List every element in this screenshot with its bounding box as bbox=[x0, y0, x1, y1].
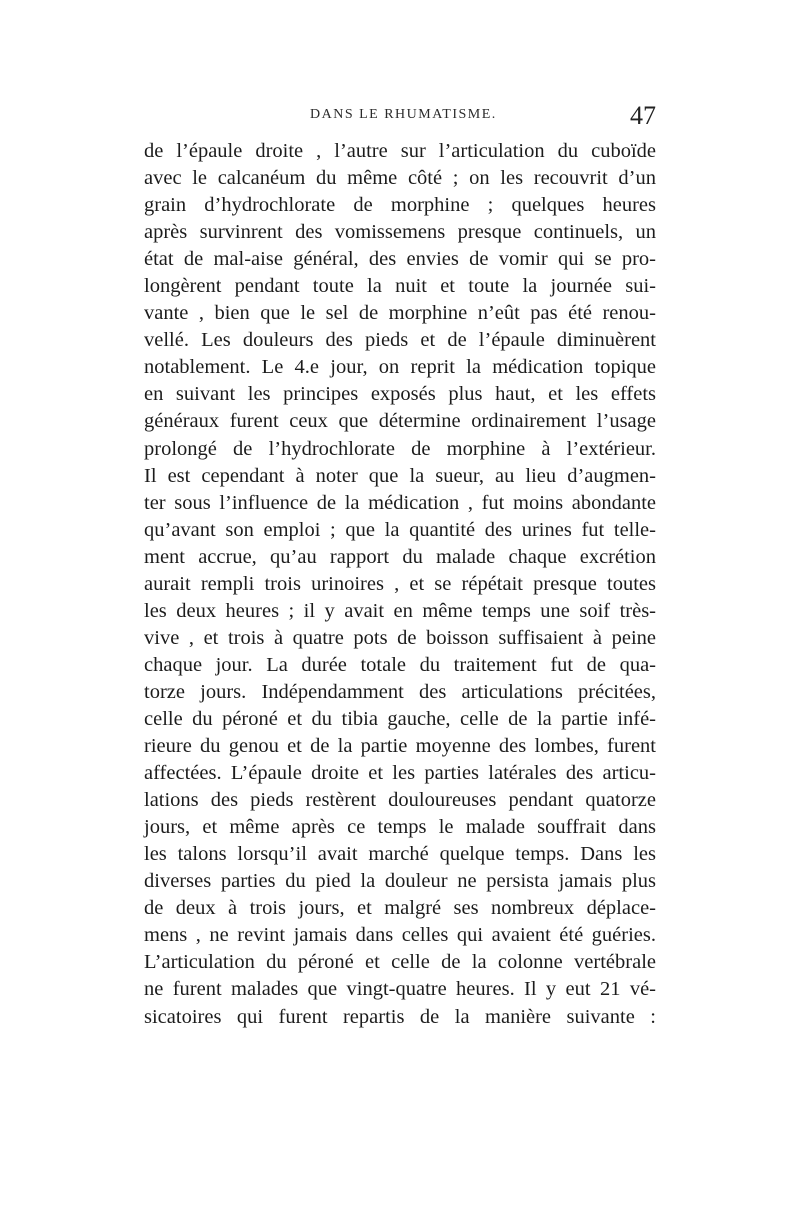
text-line: généraux furent ceux que détermine ordinairement l’usage bbox=[144, 410, 656, 433]
text-line: prolongé de l’hydrochlorate de morphine à l’extérieur. bbox=[144, 437, 656, 460]
text-line: en suivant les principes exposés plus haut, et les effets bbox=[144, 383, 656, 406]
text-line: Il est cependant à noter que la sueur, au lieu d’augmen- bbox=[144, 464, 656, 487]
text-line: jours, et même après ce temps le malade souffrait dans bbox=[144, 816, 656, 839]
text-line: aurait rempli trois urinoires , et se répétait presque toutes bbox=[144, 572, 656, 595]
text-line: vellé. Les douleurs des pieds et de l’épaule diminuèrent bbox=[144, 329, 656, 352]
text-line: grain d’hydrochlorate de morphine ; quelques heures bbox=[144, 194, 656, 217]
text-line: chaque jour. La durée totale du traitement fut de qua- bbox=[144, 653, 656, 676]
text-line: affectées. L’épaule droite et les parties latérales des articu- bbox=[144, 762, 656, 785]
text-line: lations des pieds restèrent douloureuses pendant quatorze bbox=[144, 789, 656, 812]
text-line: torze jours. Indépendamment des articulations précitées, bbox=[144, 680, 656, 703]
text-line: celle du péroné et du tibia gauche, celle de la partie infé- bbox=[144, 707, 656, 730]
text-line: L’articulation du péroné et celle de la colonne vertébrale bbox=[144, 951, 656, 974]
text-line: ter sous l’influence de la médication , fut moins abondante bbox=[144, 491, 656, 514]
text-line: longèrent pendant toute la nuit et toute la journée sui- bbox=[144, 275, 656, 298]
text-line: les talons lorsqu’il avait marché quelque temps. Dans les bbox=[144, 843, 656, 866]
body-text bbox=[144, 138, 656, 1031]
text-line: ne furent malades que vingt-quatre heures. Il y eut 21 vé- bbox=[144, 978, 656, 1001]
text-line: de deux à trois jours, et malgré ses nombreux déplace- bbox=[144, 897, 656, 920]
text-line: état de mal-aise général, des envies de vomir qui se pro- bbox=[144, 248, 656, 271]
text-line: qu’avant son emploi ; que la quantité des urines fut telle- bbox=[144, 518, 656, 541]
running-head bbox=[140, 103, 660, 133]
running-title: DANS LE RHUMATISME. bbox=[310, 107, 497, 122]
text-line: mens , ne revint jamais dans celles qui avaient été guéries. bbox=[144, 924, 656, 947]
text-line: rieure du genou et de la partie moyenne des lombes, furent bbox=[144, 735, 656, 758]
text-line: ment accrue, qu’au rapport du malade chaque excrétion bbox=[144, 545, 656, 568]
text-line: vante , bien que le sel de morphine n’eût pas été renou- bbox=[144, 302, 656, 325]
text-line: les deux heures ; il y avait en même temps une soif très- bbox=[144, 599, 656, 622]
text-line: après survinrent des vomissemens presque continuels, un bbox=[144, 221, 656, 244]
text-line: diverses parties du pied la douleur ne persista jamais plus bbox=[144, 870, 656, 893]
text-line: de l’épaule droite , l’autre sur l’articulation du cuboïde bbox=[144, 140, 656, 162]
text-line: avec le calcanéum du même côté ; on les recouvrit d’un bbox=[144, 167, 656, 190]
text-line: notablement. Le 4.e jour, on reprit la médication topique bbox=[144, 356, 656, 379]
page-number: 47 bbox=[630, 101, 656, 130]
text-line: sicatoires qui furent repartis de la manière suivante : bbox=[144, 1005, 656, 1028]
text-line: vive , et trois à quatre pots de boisson suffisaient à peine bbox=[144, 626, 656, 649]
